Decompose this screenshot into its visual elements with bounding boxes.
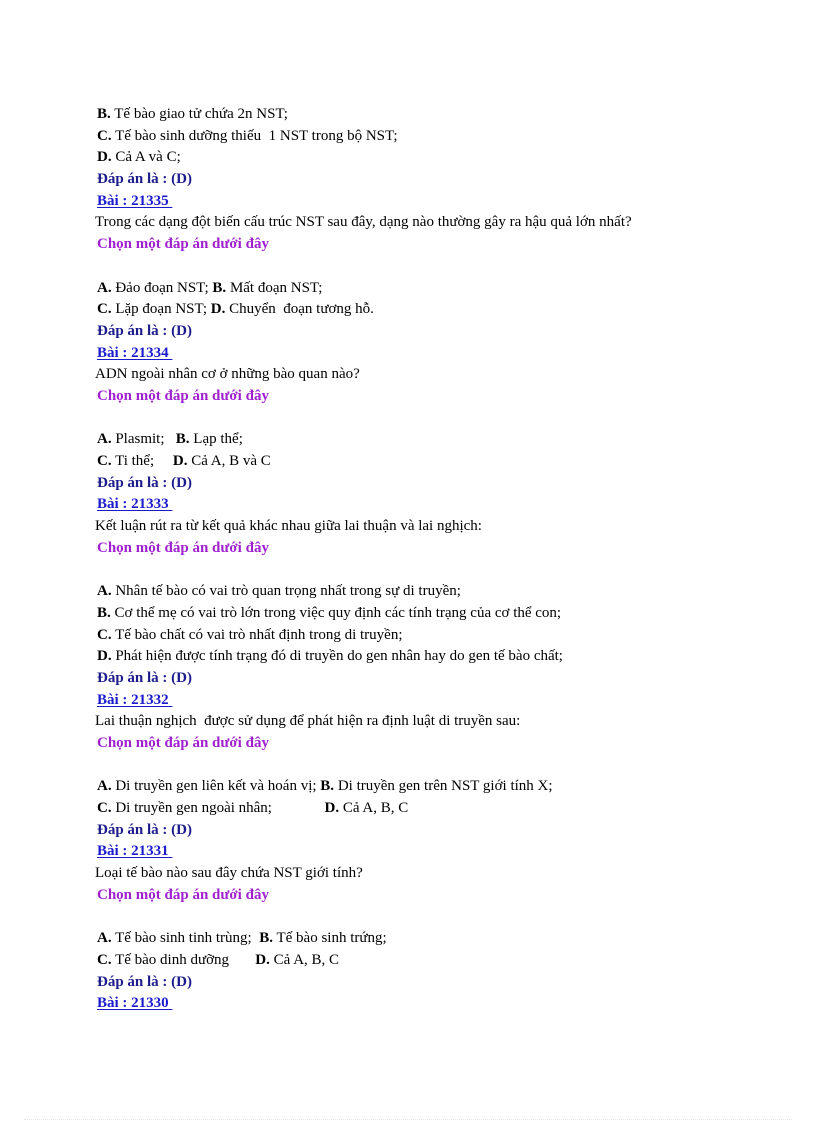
option-letter: B. [97,604,111,621]
option-letter: C. [97,800,112,816]
option-letter: B. [320,778,335,795]
page-bottom-divider [24,1119,792,1120]
spacer [97,256,777,278]
option-line [97,603,777,625]
option-text: Tế bào giao tử chứa 2n NST; [110,106,288,122]
option-letter: D. [172,453,188,469]
option-text: Di truyền gen liên kết và hoán vị; [111,778,321,795]
question-heading [97,191,777,213]
option-text: Lạp thể; [189,431,243,448]
option-line [97,581,777,603]
answer-line: Đáp án là : (D) [97,669,193,686]
answer-line: Đáp án là : (D) [97,171,193,188]
option-text: Plasmit; [111,431,176,448]
option-line [97,278,777,300]
option-text: Tế bào chất có vai trò nhất định trong di truyền; [111,626,403,643]
option-text: Tế bào sinh dưỡng thiếu 1 NST trong bộ NST; [111,127,398,144]
option-letter: C. [97,453,112,469]
option-text: Ti thể; [111,453,173,469]
spacer [97,559,777,581]
option-line [97,776,777,798]
option-line [97,928,777,950]
option-letter: C. [97,301,112,318]
answer-line: Đáp án là : (D) [97,474,193,491]
option-letter: B. [259,930,273,947]
option-text: Tế bào sinh trứng; [273,930,387,947]
spacer [97,408,777,430]
question-text: Trong các dạng đột biến cấu trúc NST sau đây, dạng nào thường gây ra hậu quả lớn nhất? [95,214,632,231]
option-text: Cả A và C; [111,149,181,166]
option-letter: D. [97,149,112,166]
option-letter: A. [97,778,112,795]
choose-prompt: Chọn một đáp án dưới đây [97,387,269,404]
option-text: Đảo đoạn NST; [111,279,213,296]
option-text: Cả A, B, C [339,800,409,816]
option-text: Nhân tế bào có vai trò quan trọng nhất trong sự di truyền; [111,583,461,600]
option-letter: B. [175,431,190,448]
option-line [97,147,777,169]
option-letter: A. [97,431,112,448]
document-page [97,104,777,1015]
option-letter: B. [212,279,227,296]
option-text: Mất đoạn NST; [226,279,323,296]
option-line [97,451,777,473]
option-text: Di truyền gen ngoài nhân; [111,800,325,816]
choose-prompt: Chọn một đáp án dưới đây [97,236,269,253]
question-text: Kết luận rút ra từ kết quả khác nhau giữa lai thuận và lai nghịch: [95,518,482,535]
choose-prompt: Chọn một đáp án dưới đây [97,886,269,903]
option-text: Tế bào dinh dưỡng [111,951,256,968]
answer-line: Đáp án là : (D) [97,821,193,838]
option-text: Cả A, B và C [187,453,271,469]
option-text: Chuyển đoạn tương hỗ. [225,301,374,318]
option-text: Lặp đoạn NST; [111,301,211,318]
option-letter: A. [97,930,112,947]
option-letter: D. [97,648,112,665]
question-text: Lai thuận nghịch được sử dụng để phát hiện ra định luật di truyền sau: [95,713,521,730]
option-line [97,798,777,820]
option-line [97,646,777,668]
question-id-link[interactable]: Bài : 21334 [97,344,173,361]
option-line [97,126,777,148]
option-line [97,429,777,451]
question-heading [97,690,777,712]
question-heading [97,841,777,863]
choose-prompt: Chọn một đáp án dưới đây [97,734,269,751]
option-text: Di truyền gen trên NST giới tính X; [334,778,553,795]
option-letter: A. [97,279,112,296]
option-line [97,950,777,972]
spacer [97,906,777,928]
answer-line: Đáp án là : (D) [97,322,193,339]
question-heading [97,343,777,365]
question-id-link[interactable]: Bài : 21331 [97,843,173,860]
option-text: Phát hiện được tính trạng đó di truyền do gen nhân hay do gen tế bào chất; [111,648,563,665]
option-letter: C. [97,626,112,643]
option-line [97,104,777,126]
option-letter: D. [210,301,226,318]
question-id-link[interactable]: Bài : 21333 [97,496,173,513]
option-text: Cơ thể mẹ có vai trò lớn trong việc quy định các tính trạng của cơ thể con; [110,604,562,621]
question-text: ADN ngoài nhân cơ ở những bào quan nào? [95,366,360,383]
question-text: Loại tế bào nào sau đây chứa NST giới tính? [95,865,363,882]
question-heading [97,993,777,1015]
question-id-link[interactable]: Bài : 21332 [97,691,173,708]
option-letter: C. [97,127,112,144]
option-text: Tế bào sinh tinh trùng; [111,930,260,947]
question-id-link[interactable]: Bài : 21335 [97,192,173,209]
answer-line: Đáp án là : (D) [97,973,193,990]
option-line [97,299,777,321]
question-id-link[interactable]: Bài : 21330 [97,995,173,1012]
option-line [97,625,777,647]
spacer [97,755,777,777]
option-letter: D. [324,800,340,816]
choose-prompt: Chọn một đáp án dưới đây [97,539,269,556]
option-letter: B. [97,106,111,122]
option-letter: A. [97,583,112,600]
question-heading [97,494,777,516]
option-letter: D. [255,951,270,968]
option-letter: C. [97,951,112,968]
option-text: Cả A, B, C [269,951,340,968]
